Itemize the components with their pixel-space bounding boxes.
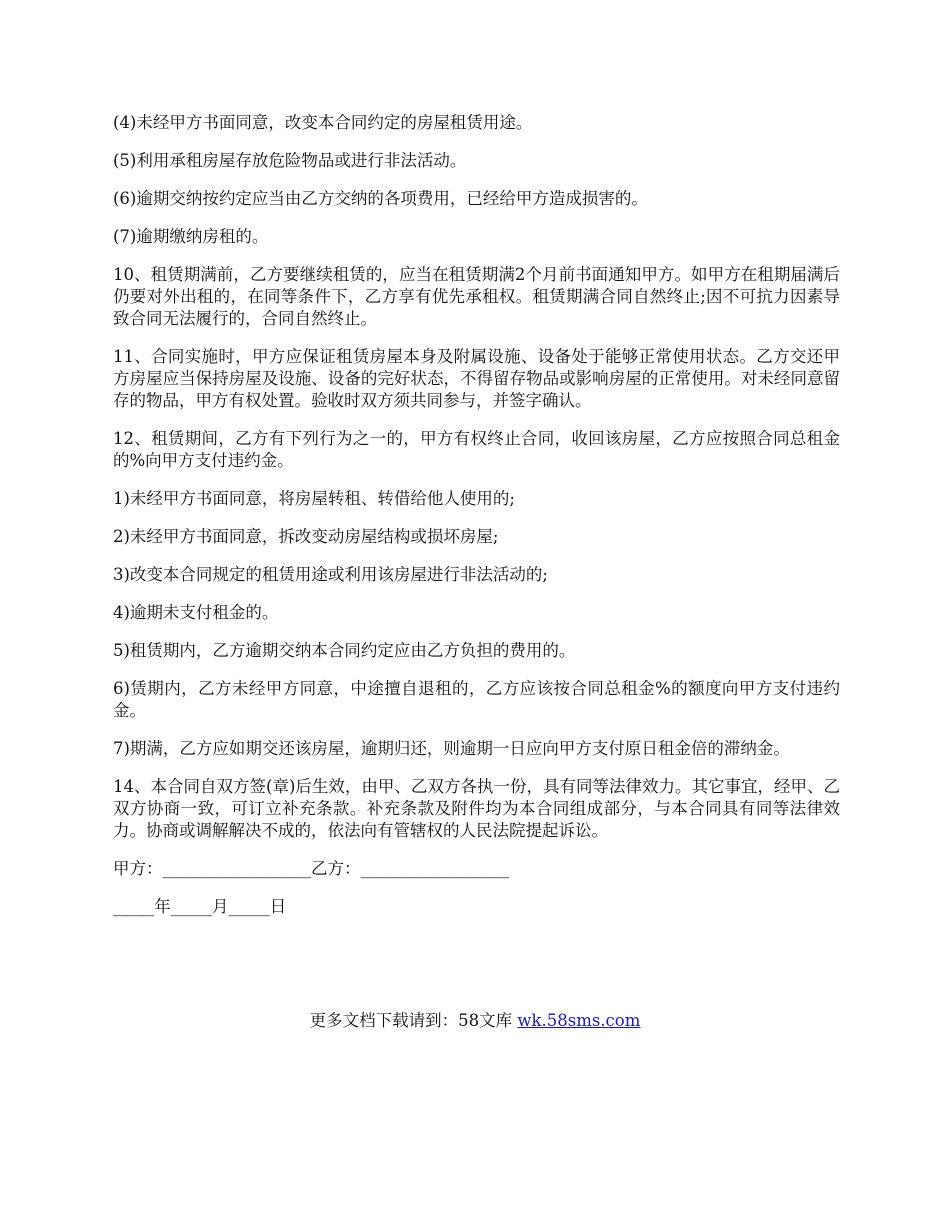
footer [0,1010,950,1032]
clause-12-item-3: 3)改变本合同规定的租赁用途或利用该房屋进行非法活动的; [113,565,548,584]
document-body [113,112,840,934]
clause-12-item-1: 1)未经甲方书面同意，将房屋转租、转借给他人使用的; [113,489,515,508]
clause-item-5: (5)利用承租房屋存放危险物品或进行非法活动。 [113,151,467,170]
clause-item-6: (6)逾期交纳按约定应当由乙方交纳的各项费用，已经给甲方造成损害的。 [113,189,648,208]
signature-line: 甲方：__________________乙方：__________________ [113,859,509,878]
clause-item-7: (7)逾期缴纳房租的。 [113,227,269,246]
clause-12-item-6: 6)赁期内，乙方未经甲方同意，中途擅自退租的，乙方应该按合同总租金%的额度向甲方支付违约金。 [113,679,840,720]
clause-10: 10、租赁期满前，乙方要继续租赁的，应当在租赁期满2个月前书面通知甲方。如甲方在租期届满后仍要对外出租的，在同等条件下，乙方享有优先承租权。租赁期满合同自然终止;因不可抗力因素导致合同无法履行的，合同自然终止。 [113,265,840,328]
clause-14: 14、本合同自双方签(章)后生效，由甲、乙双方各执一份，具有同等法律效力。其它事宜，经甲、乙双方协商一致，可订立补充条款。补充条款及附件均为本合同组成部分，与本合同具有同等法律效力。协商或调解解决不成的，依法向有管辖权的人民法院提起诉讼。 [113,777,840,840]
clause-12-item-4: 4)逾期未支付租金的。 [113,603,279,622]
clause-11: 11、合同实施时，甲方应保证租赁房屋本身及附属设施、设备处于能够正常使用状态。乙方交还甲方房屋应当保持房屋及设施、设备的完好状态，不得留存物品或影响房屋的正常使用。对未经同意留存的物品，甲方有权处置。验收时双方须共同参与，并签字确认。 [113,347,840,410]
clause-12-item-2: 2)未经甲方书面同意，拆改变动房屋结构或损坏房屋; [113,527,499,546]
footer-link[interactable]: wk.58sms.com [517,1011,641,1030]
clause-item-4: (4)未经甲方书面同意，改变本合同约定的房屋租赁用途。 [113,113,533,132]
clause-12: 12、租赁期间，乙方有下列行为之一的，甲方有权终止合同，收回该房屋，乙方应按照合同总租金的%向甲方支付违约金。 [113,429,840,470]
footer-text: 更多文档下载请到：58文库 [309,1011,518,1030]
date-line: _____年_____月_____日 [113,897,287,916]
clause-12-item-7: 7)期满，乙方应如期交还该房屋，逾期归还，则逾期一日应向甲方支付原日租金倍的滞纳金。 [113,739,790,758]
clause-12-item-5: 5)租赁期内，乙方逾期交纳本合同约定应由乙方负担的费用的。 [113,641,576,660]
